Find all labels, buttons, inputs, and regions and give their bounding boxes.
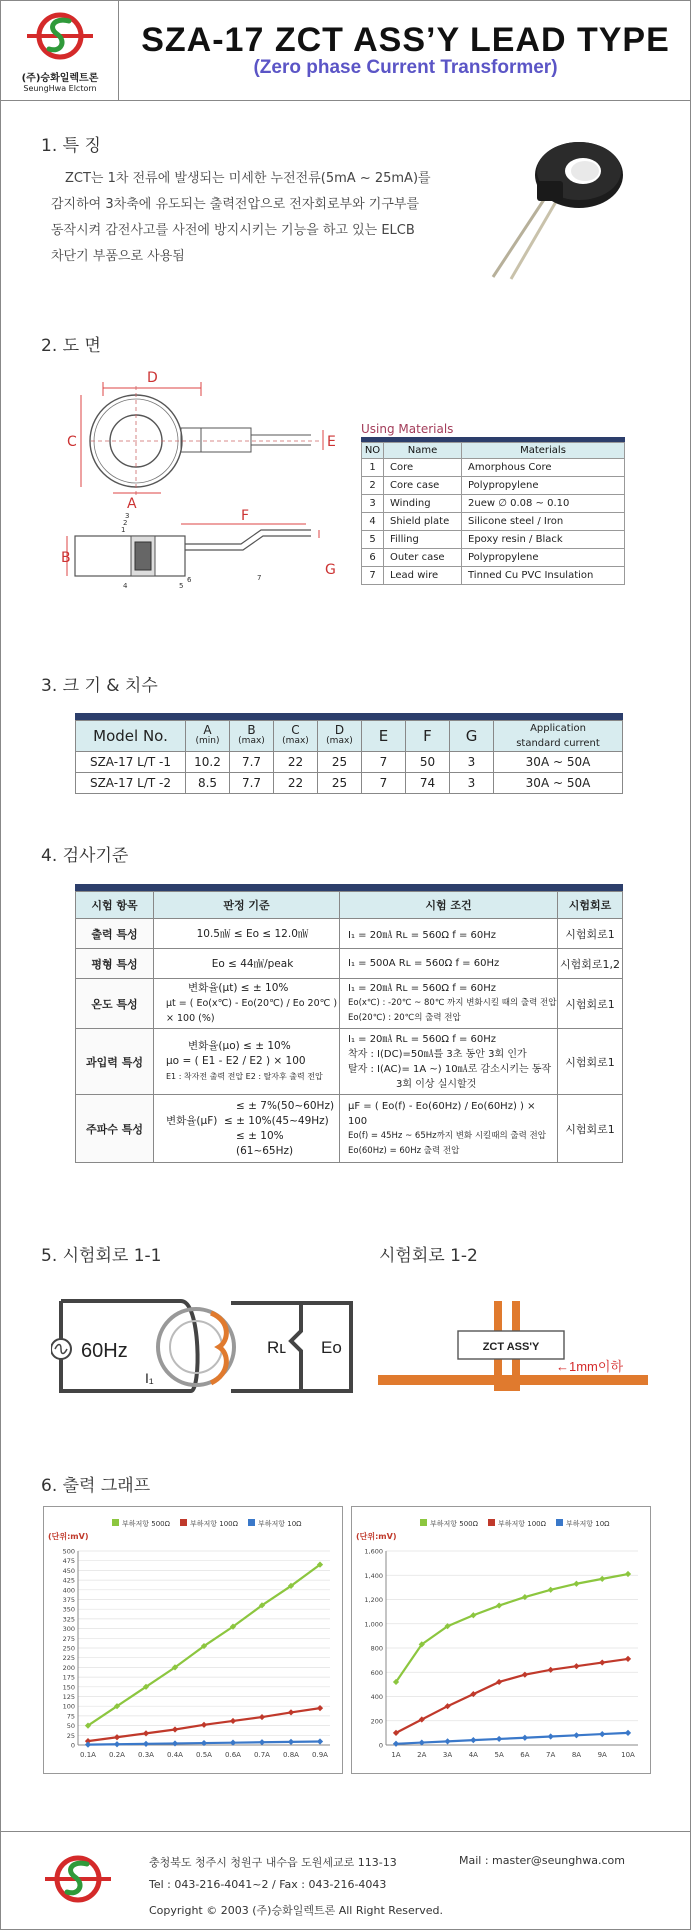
data-point <box>444 1738 450 1744</box>
table-row: 5 Filling Epoxy resin / Black <box>362 531 625 549</box>
data-point <box>625 1656 631 1662</box>
data-point <box>573 1581 579 1587</box>
test-table-bar <box>75 884 623 891</box>
dim-label-e: E <box>327 434 336 450</box>
dimension-drawing <box>61 366 351 596</box>
chart-unit-label: (단위:mV) <box>356 1532 397 1541</box>
x-tick-label: 0.3A <box>138 1751 154 1759</box>
y-tick-label: 150 <box>62 1683 75 1692</box>
data-point <box>548 1733 554 1739</box>
y-tick-label: 75 <box>66 1712 75 1721</box>
part-number-5: 5 <box>179 582 184 590</box>
y-tick-label: 325 <box>62 1615 75 1624</box>
data-point <box>599 1659 605 1665</box>
y-tick-label: 400 <box>62 1586 75 1595</box>
data-point <box>496 1736 502 1742</box>
table-row: 3 Winding 2uew ∅ 0.08 ~ 0.10 <box>362 495 625 513</box>
circuit-heading-2: 시험회로 1-2 <box>379 1246 478 1266</box>
table-row: 과입력 특성 변화율(μo) ≤ ± 10% μo = ( E1 - E2 / E2 ) × 100 E1 : 착자전 출력 전압 E2 : 탈자후 출력 전압 I₁ = 20㎃ Rʟ = 560Ω f = 60Hz 착자 : I(DC)=50㎃를 3초 동안 3회 인가 탈자 : I(AC)= 1A ~) 10㎃로 감소시키는 동작 3회 이상 실시할것 시험회로1 <box>76 1029 623 1095</box>
data-point <box>114 1741 120 1747</box>
x-tick-label: 0.8A <box>283 1751 299 1759</box>
features-line-1: ZCT는 1차 전류에 발생되는 미세한 누전전류(5mA ~ 25mA)를 <box>65 171 431 186</box>
x-tick-label: 1A <box>391 1751 401 1759</box>
y-tick-label: 100 <box>62 1702 75 1711</box>
dim-label-a: A <box>127 496 137 512</box>
footer-mail[interactable]: Mail : master@seunghwa.com <box>459 1854 625 1867</box>
y-tick-label: 1,000 <box>364 1620 383 1629</box>
legend-label: 부하저항 10Ω <box>258 1520 302 1528</box>
size-heading: 3. 크 기 & 치수 <box>41 676 158 696</box>
data-point <box>259 1739 265 1745</box>
table-row: SZA-17 L/T -1 10.2 7.7 22 25 7 50 3 30A ~ 50A <box>76 752 623 773</box>
y-tick-label: 500 <box>62 1547 75 1556</box>
table-row: 4 Shield plate Silicone steel / Iron <box>362 513 625 531</box>
features-heading: 1. 특 징 <box>41 136 101 156</box>
document-title: SZA-17 ZCT ASS’Y LEAD TYPE <box>141 21 670 59</box>
materials-caption: Using Materials <box>361 422 454 436</box>
y-tick-label: 25 <box>66 1731 75 1740</box>
y-tick-label: 275 <box>62 1634 75 1643</box>
series-line <box>396 1574 628 1682</box>
y-tick-label: 0 <box>378 1741 383 1750</box>
test-table: 시험 항목 판정 기준 시험 조건 시험회로 출력 특성 10.5㎻ ≤ Eo ≤ 12.0㎻ I₁ = 20㎃ Rʟ = 560Ω f = 60Hz 시험회로1 평형 특성 Eo ≤ 44㎻/peak I₁ = 500A Rʟ = 560Ω f = 60Hz 시험회로1,2 온도 특성 변화율(μt) ≤ ± 10% μt = ( Eo(x℃) - Eo(20℃) / Eo 20℃ ) × 100 (%) I₁ = 20㎃ Rʟ = 560Ω f = 60Hz Eo(x℃) : -20℃ ~ 80℃ 까지 변화시킬 때의 출력 전압 Eo(20℃) : 20℃의 출력 전압 시험회로1 과입력 특성 변화율(μo) ≤ ± 10% μo = ( E1 - E2 / E2 ) × 100 E1 : 착자전 출력 전압 E2 : 탈자후 출력 전압 I₁ = 20㎃ Rʟ = 560Ω f = 60Hz 착자 : I(DC)=50㎃를 3초 동안 3회 인가 탈자 : I(AC)= 1A ~) 10㎃로 감소시키는 동작 3회 이상 실시할것 시험회로1 주파수 특성 ≤ ± 7%(50~60Hz) 변화율(μF) ≤ ± 10%(45~49Hz) ≤ ± 10%(61~65Hz) μF = ( Eo(f) - Eo(60Hz) / Eo(60Hz) ) × 100 Eo(f) = 45Hz ~ 65Hz까지 변화 시킬때의 출력 전압 Eo(60Hz) = 60Hz 출력 전압 시험회로1 <box>75 891 623 1163</box>
y-tick-label: 200 <box>370 1717 383 1726</box>
company-logo-box <box>1 1 119 101</box>
y-tick-label: 200 <box>62 1663 75 1672</box>
circuit-rl-label: Rʟ <box>267 1338 287 1357</box>
output-chart-1 <box>44 1507 342 1773</box>
part-number-4: 4 <box>123 582 128 590</box>
legend-marker <box>488 1519 495 1526</box>
legend-label: 부하저항 100Ω <box>190 1520 238 1528</box>
document-header <box>1 1 690 101</box>
y-tick-label: 250 <box>62 1644 75 1653</box>
dim-label-f: F <box>241 508 250 524</box>
materials-header-name: Name <box>384 443 462 459</box>
legend-label: 부하저항 500Ω <box>430 1520 478 1528</box>
legend-label: 부하저항 100Ω <box>498 1520 546 1528</box>
table-row: 7 Lead wire Tinned Cu PVC Insulation <box>362 567 625 585</box>
test-circuit-1-2 <box>376 1291 656 1401</box>
table-row: 2 Core case Polypropylene <box>362 477 625 495</box>
x-tick-label: 2A <box>417 1751 427 1759</box>
chart-2-box <box>351 1506 651 1774</box>
part-number-1: 1 <box>121 526 126 534</box>
features-line-4: 차단기 부품으로 사용됨 <box>51 249 185 264</box>
data-point <box>573 1663 579 1669</box>
features-line-3: 동작시켜 감전사고를 사전에 방지시키는 기능을 하고 있는 ELCB <box>51 223 415 238</box>
footer <box>1 1831 690 1929</box>
data-point <box>599 1576 605 1582</box>
table-row: SZA-17 L/T -2 8.5 7.7 22 25 7 74 3 30A ~ 50A <box>76 773 623 794</box>
x-tick-label: 0.7A <box>254 1751 270 1759</box>
features-line-2: 감지하여 3차축에 유도되는 출력전압으로 전자회로부와 기구부를 <box>51 197 419 212</box>
x-tick-label: 5A <box>494 1751 504 1759</box>
dim-label-g: G <box>325 562 336 578</box>
data-point <box>573 1732 579 1738</box>
y-tick-label: 0 <box>70 1741 75 1750</box>
size-header-model: Model No. <box>76 721 186 752</box>
size-table-bar <box>75 713 623 720</box>
x-tick-label: 0.2A <box>109 1751 125 1759</box>
data-point <box>85 1742 91 1748</box>
y-tick-label: 600 <box>370 1668 383 1677</box>
dim-label-d: D <box>147 370 158 386</box>
y-tick-label: 1,600 <box>364 1547 383 1556</box>
materials-header-no: NO <box>362 443 384 459</box>
inspection-heading: 4. 검사기준 <box>41 846 129 866</box>
x-tick-label: 9A <box>597 1751 607 1759</box>
table-row: 출력 특성 10.5㎻ ≤ Eo ≤ 12.0㎻ I₁ = 20㎃ Rʟ = 560Ω f = 60Hz 시험회로1 <box>76 919 623 949</box>
x-tick-label: 10A <box>621 1751 635 1759</box>
data-point <box>548 1587 554 1593</box>
circuit-eo-label: Eo <box>321 1338 342 1357</box>
y-tick-label: 175 <box>62 1673 75 1682</box>
part-number-6: 6 <box>187 576 192 584</box>
x-tick-label: 7A <box>546 1751 556 1759</box>
data-point <box>172 1726 178 1732</box>
company-name-en: SeungHwa Elctorn <box>23 84 97 93</box>
document-subtitle: (Zero phase Current Transformer) <box>253 57 558 78</box>
legend-label: 부하저항 500Ω <box>122 1520 170 1528</box>
data-point <box>259 1714 265 1720</box>
data-point <box>288 1739 294 1745</box>
drawing-heading: 2. 도 면 <box>41 336 101 356</box>
data-point <box>230 1718 236 1724</box>
data-point <box>470 1737 476 1743</box>
data-point <box>317 1738 323 1744</box>
y-tick-label: 800 <box>370 1644 383 1653</box>
series-line <box>396 1659 628 1733</box>
size-table: Model No. A (min) B (max) C (max) D (max) E F G Application standard current SZA-17 L/T -1 10.2 7.7 22 25 7 50 3 30A ~ 50A SZA-17 L/T -2 8.5 7.7 22 25 7 74 3 30A ~ 50A <box>75 720 623 794</box>
y-tick-label: 300 <box>62 1625 75 1634</box>
footer-copyright: Copyright © 2003 (주)승화일렉트론 All Right Reserved. <box>149 1904 443 1917</box>
x-tick-label: 0.5A <box>196 1751 212 1759</box>
chart-1-box <box>43 1506 343 1774</box>
dim-label-b: B <box>61 550 71 566</box>
materials-table <box>361 442 625 585</box>
x-tick-label: 8A <box>571 1751 582 1759</box>
data-point <box>172 1740 178 1746</box>
zct-product-photo <box>479 131 649 281</box>
x-tick-label: 6A <box>520 1751 530 1759</box>
legend-marker <box>556 1519 563 1526</box>
data-point <box>599 1731 605 1737</box>
x-tick-label: 0.9A <box>312 1751 328 1759</box>
x-tick-label: 0.6A <box>225 1751 241 1759</box>
data-point <box>625 1730 631 1736</box>
table-row: 평형 특성 Eo ≤ 44㎻/peak I₁ = 500A Rʟ = 560Ω f = 60Hz 시험회로1,2 <box>76 949 623 979</box>
y-tick-label: 425 <box>62 1576 75 1585</box>
y-tick-label: 375 <box>62 1596 75 1604</box>
part-number-7: 7 <box>257 574 262 582</box>
materials-header-materials: Materials <box>462 443 625 459</box>
test-circuit-1-1 <box>51 1291 361 1401</box>
footer-tel: Tel : 043-216-4041~2 / Fax : 043-216-4043 <box>149 1878 387 1891</box>
series-line <box>396 1733 628 1744</box>
y-tick-label: 450 <box>62 1566 75 1575</box>
footer-logo-icon <box>43 1850 113 1910</box>
x-tick-label: 0.4A <box>167 1751 183 1759</box>
data-point <box>143 1741 149 1747</box>
data-point <box>470 1612 476 1618</box>
dim-label-c: C <box>67 434 77 450</box>
y-tick-label: 225 <box>62 1654 75 1663</box>
data-point <box>496 1602 502 1608</box>
y-tick-label: 350 <box>62 1605 75 1614</box>
legend-marker <box>180 1519 187 1526</box>
data-point <box>288 1709 294 1715</box>
data-point <box>625 1571 631 1577</box>
company-name-kr: (주)승화일렉트론 <box>21 73 99 84</box>
legend-marker <box>112 1519 119 1526</box>
gap-label: ←1mm이하 <box>556 1359 624 1374</box>
zct-assy-label: ZCT ASS'Y <box>482 1341 540 1353</box>
legend-marker <box>248 1519 255 1526</box>
data-point <box>522 1735 528 1741</box>
y-tick-label: 125 <box>62 1693 75 1701</box>
y-tick-label: 400 <box>370 1693 383 1701</box>
circuit-heading: 5. 시험회로 1-1 <box>41 1246 162 1266</box>
company-logo-icon <box>25 7 95 67</box>
legend-label: 부하저항 10Ω <box>566 1520 610 1528</box>
y-tick-label: 1,400 <box>364 1571 383 1580</box>
y-tick-label: 475 <box>62 1557 75 1566</box>
footer-address: 충청북도 청주시 청원구 내수읍 도원세교로 113-13 <box>149 1856 397 1869</box>
legend-marker <box>420 1519 427 1526</box>
circuit-freq-label: 60Hz <box>81 1340 128 1362</box>
y-tick-label: 1,200 <box>364 1596 383 1604</box>
graph-heading: 6. 출력 그래프 <box>41 1476 151 1496</box>
chart-unit-label: (단위:mV) <box>48 1532 89 1541</box>
output-chart-2 <box>352 1507 650 1773</box>
y-tick-label: 50 <box>66 1722 75 1731</box>
x-tick-label: 4A <box>468 1751 478 1759</box>
part-number-2: 2 <box>123 519 128 527</box>
data-point <box>201 1722 207 1728</box>
table-row: 온도 특성 변화율(μt) ≤ ± 10% μt = ( Eo(x℃) - Eo(20℃) / Eo 20℃ ) × 100 (%) I₁ = 20㎃ Rʟ = 560Ω f = 60Hz Eo(x℃) : -20℃ ~ 80℃ 까지 변화시킬 때의 출력 전압 Eo(20℃) : 20℃의 출력 전압 시험회로1 <box>76 979 623 1029</box>
x-tick-label: 0.1A <box>80 1751 96 1759</box>
table-row: 1 Core Amorphous Core <box>362 459 625 477</box>
table-row: 6 Outer case Polypropylene <box>362 549 625 567</box>
circuit-i1-label: I₁ <box>145 1370 154 1386</box>
table-row: 주파수 특성 ≤ ± 7%(50~60Hz) 변화율(μF) ≤ ± 10%(45~49Hz) ≤ ± 10%(61~65Hz) μF = ( Eo(f) - Eo(60Hz) / Eo(60Hz) ) × 100 Eo(f) = 45Hz ~ 65Hz까지 변화 시킬때의 출력 전압 Eo(60Hz) = 60Hz 출력 전압 시험회로1 <box>76 1095 623 1163</box>
data-point <box>393 1741 399 1747</box>
x-tick-label: 3A <box>442 1751 453 1759</box>
part-number-3: 3 <box>125 512 130 520</box>
